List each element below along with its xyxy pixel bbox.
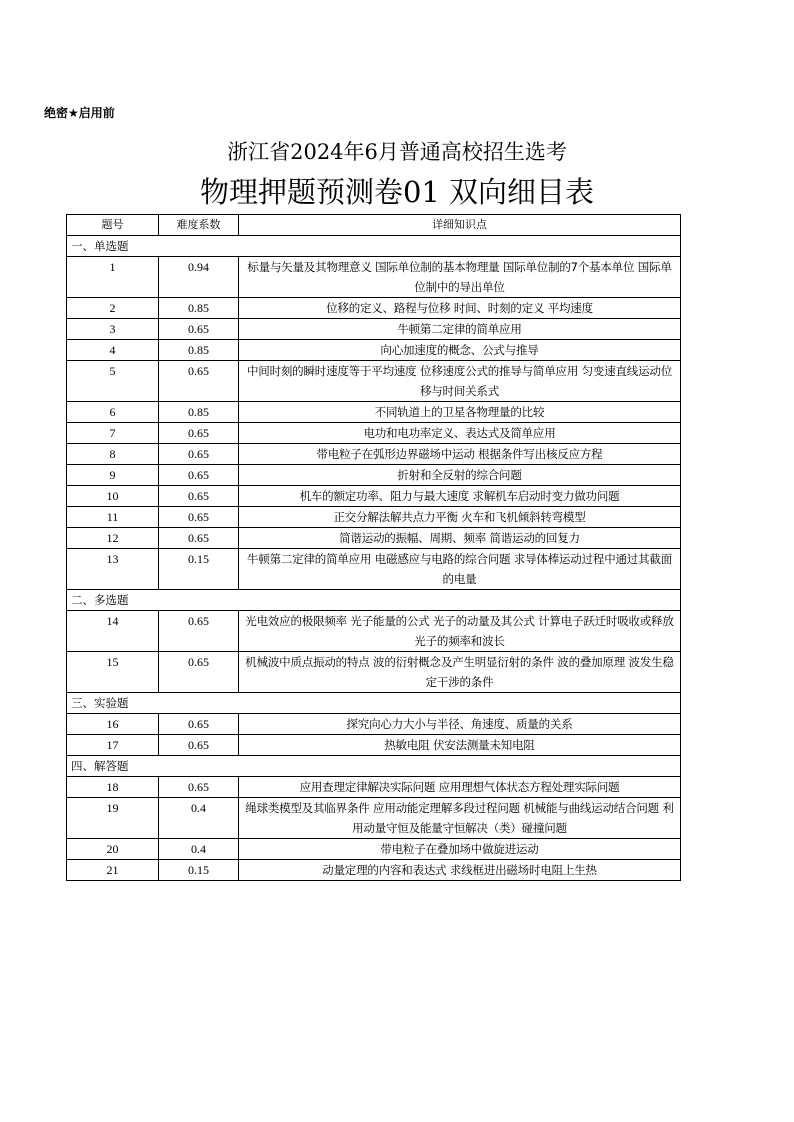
table-row	[67, 549, 681, 590]
difficulty-cell: 0.94	[159, 257, 239, 298]
question-number-cell: 12	[67, 528, 159, 549]
table-row	[67, 298, 681, 319]
question-number-cell: 7	[67, 423, 159, 444]
question-number-cell: 4	[67, 340, 159, 361]
table-row	[67, 507, 681, 528]
difficulty-cell: 0.65	[159, 611, 239, 652]
difficulty-cell: 0.4	[159, 839, 239, 860]
table-row	[67, 839, 681, 860]
table-row	[67, 402, 681, 423]
exam-title: 浙江省2024年6月普通高校招生选考	[227, 140, 567, 164]
section-title: 三、实验题	[67, 693, 681, 714]
table-row	[67, 486, 681, 507]
question-number-cell: 6	[67, 402, 159, 423]
knowledge-points-cell: 光电效应的极限频率 光子能量的公式 光子的动量及其公式 计算电子跃迁时吸收或释放光子的频率和波长	[239, 611, 681, 652]
question-number-cell: 5	[67, 361, 159, 402]
question-number-cell: 19	[67, 798, 159, 839]
knowledge-points-cell: 绳球类模型及其临界条件 应用动能定理解多段过程问题 机械能与曲线运动结合问题 利用动量守恒及能量守恒解决（类）碰撞问题	[239, 798, 681, 839]
table-body	[67, 236, 681, 881]
question-number-cell: 14	[67, 611, 159, 652]
section-row	[67, 756, 681, 777]
knowledge-points-cell: 机车的额定功率、阻力与最大速度 求解机车启动时变力做功问题	[239, 486, 681, 507]
knowledge-points-cell: 位移的定义、路程与位移 时间、时刻的定义 平均速度	[239, 298, 681, 319]
question-number-cell: 18	[67, 777, 159, 798]
knowledge-points-cell: 折射和全反射的综合问题	[239, 465, 681, 486]
table-row	[67, 319, 681, 340]
table-row	[67, 257, 681, 298]
difficulty-cell: 0.65	[159, 486, 239, 507]
knowledge-points-cell: 简谐运动的振幅、周期、频率 简谐运动的回复力	[239, 528, 681, 549]
difficulty-cell: 0.65	[159, 735, 239, 756]
table-row	[67, 423, 681, 444]
question-number-cell: 8	[67, 444, 159, 465]
table-row	[67, 444, 681, 465]
knowledge-points-cell: 牛顿第二定律的简单应用	[239, 319, 681, 340]
knowledge-points-cell: 探究向心力大小与半径、角速度、质量的关系	[239, 714, 681, 735]
question-number-cell: 11	[67, 507, 159, 528]
knowledge-points-cell: 动量定理的内容和表达式 求线框进出磁场时电阻上生热	[239, 860, 681, 881]
table-header-row	[67, 215, 681, 236]
question-number-cell: 1	[67, 257, 159, 298]
knowledge-points-cell: 机械波中质点振动的特点 波的衍射概念及产生明显衍射的条件 波的叠加原理 波发生稳定干涉的条件	[239, 652, 681, 693]
difficulty-cell: 0.65	[159, 465, 239, 486]
section-title: 四、解答题	[67, 756, 681, 777]
difficulty-cell: 0.4	[159, 798, 239, 839]
section-title: 二、多选题	[67, 590, 681, 611]
difficulty-cell: 0.65	[159, 652, 239, 693]
table-row	[67, 528, 681, 549]
question-number-cell: 21	[67, 860, 159, 881]
table-row	[67, 777, 681, 798]
difficulty-cell: 0.85	[159, 402, 239, 423]
table-row	[67, 798, 681, 839]
table-row	[67, 714, 681, 735]
question-number-cell: 2	[67, 298, 159, 319]
column-header-difficulty: 难度系数	[159, 215, 239, 236]
knowledge-points-cell: 中间时刻的瞬时速度等于平均速度 位移速度公式的推导与简单应用 匀变速直线运动位移与时间关系式	[239, 361, 681, 402]
knowledge-points-cell: 应用查理定律解决实际问题 应用理想气体状态方程处理实际问题	[239, 777, 681, 798]
knowledge-points-cell: 电功和电功率定义、表达式及简单应用	[239, 423, 681, 444]
table-row	[67, 465, 681, 486]
question-number-cell: 3	[67, 319, 159, 340]
difficulty-cell: 0.85	[159, 298, 239, 319]
knowledge-points-cell: 标量与矢量及其物理意义 国际单位制的基本物理量 国际单位制的7个基本单位 国际单位制中的导出单位	[239, 257, 681, 298]
table-row	[67, 735, 681, 756]
confidential-label: 绝密★启用前	[44, 106, 115, 120]
table-row	[67, 611, 681, 652]
difficulty-cell: 0.65	[159, 507, 239, 528]
question-number-cell: 16	[67, 714, 159, 735]
knowledge-points-cell: 牛顿第二定律的简单应用 电磁感应与电路的综合问题 求导体棒运动过程中通过其截面的电量	[239, 549, 681, 590]
knowledge-points-cell: 带电粒子在叠加场中做旋进运动	[239, 839, 681, 860]
document-title: 物理押题预测卷01 双向细目表	[199, 175, 595, 209]
question-number-cell: 15	[67, 652, 159, 693]
knowledge-points-cell: 不同轨道上的卫星各物理量的比较	[239, 402, 681, 423]
column-header-knowledge-points: 详细知识点	[239, 215, 681, 236]
table-row	[67, 340, 681, 361]
difficulty-cell: 0.15	[159, 860, 239, 881]
difficulty-cell: 0.65	[159, 319, 239, 340]
table-row	[67, 361, 681, 402]
section-row	[67, 590, 681, 611]
difficulty-cell: 0.65	[159, 361, 239, 402]
difficulty-cell: 0.65	[159, 528, 239, 549]
difficulty-cell: 0.65	[159, 714, 239, 735]
section-row	[67, 236, 681, 257]
question-number-cell: 17	[67, 735, 159, 756]
section-row	[67, 693, 681, 714]
knowledge-points-cell: 向心加速度的概念、公式与推导	[239, 340, 681, 361]
section-title: 一、单选题	[67, 236, 681, 257]
question-number-cell: 13	[67, 549, 159, 590]
difficulty-cell: 0.65	[159, 777, 239, 798]
specification-table	[66, 214, 681, 881]
table-row	[67, 652, 681, 693]
question-number-cell: 9	[67, 465, 159, 486]
question-number-cell: 20	[67, 839, 159, 860]
column-header-number: 题号	[67, 215, 159, 236]
difficulty-cell: 0.85	[159, 340, 239, 361]
knowledge-points-cell: 带电粒子在弧形边界磁场中运动 根据条件写出核反应方程	[239, 444, 681, 465]
question-number-cell: 10	[67, 486, 159, 507]
table-row	[67, 860, 681, 881]
knowledge-points-cell: 热敏电阻 伏安法测量未知电阻	[239, 735, 681, 756]
difficulty-cell: 0.65	[159, 423, 239, 444]
difficulty-cell: 0.65	[159, 444, 239, 465]
knowledge-points-cell: 正交分解法解共点力平衡 火车和飞机倾斜转弯模型	[239, 507, 681, 528]
difficulty-cell: 0.15	[159, 549, 239, 590]
